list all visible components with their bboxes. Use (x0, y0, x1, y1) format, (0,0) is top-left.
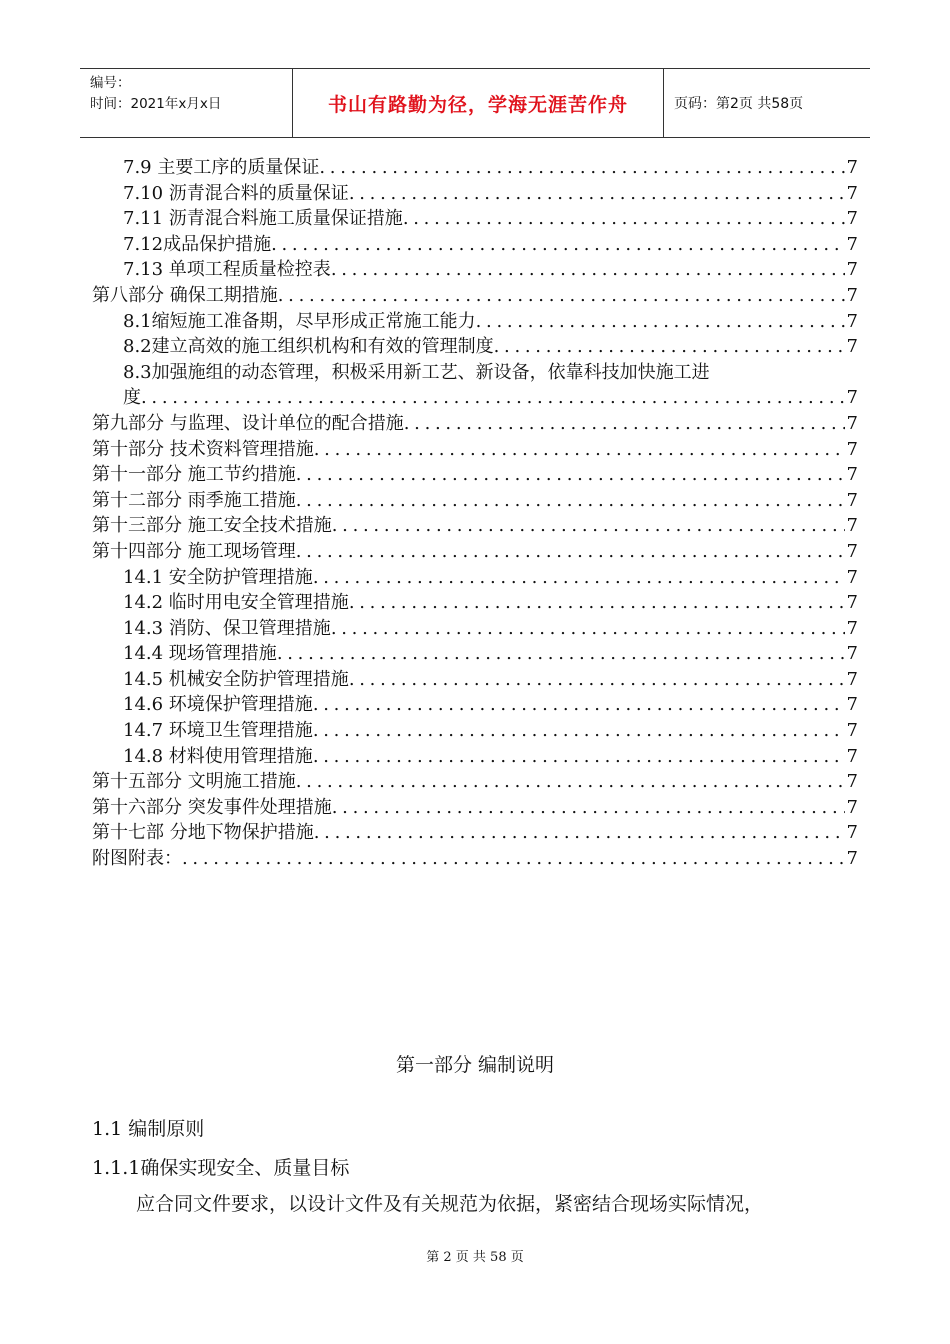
toc-entry[interactable] (92, 744, 858, 770)
toc-entry[interactable] (92, 257, 858, 283)
toc-page-number: 7 (846, 464, 858, 486)
toc-entry[interactable] (92, 181, 858, 207)
toc-entry-title: 第十四部分 施工现场管理 (92, 540, 296, 562)
heading-1-1-1: 1.1.1确保实现安全、质量目标 (92, 1157, 350, 1179)
toc-page-number: 7 (846, 182, 858, 204)
toc-page-number: 7 (846, 540, 858, 562)
toc-entry[interactable] (92, 539, 858, 565)
toc-entry-title: 附图附表： (92, 848, 182, 870)
toc-page-number: 7 (846, 259, 858, 281)
toc-entry[interactable] (92, 232, 858, 258)
toc-entry[interactable] (92, 718, 858, 744)
toc-page-number: 7 (846, 643, 858, 665)
toc-leader-dots (296, 462, 845, 488)
toc-entry[interactable] (92, 641, 858, 667)
page-header (80, 68, 870, 138)
toc-page-number: 7 (846, 796, 858, 818)
toc-entry-title: 第八部分 确保工期措施 (92, 284, 278, 306)
header-meta (80, 69, 292, 137)
toc-page-number: 7 (846, 822, 858, 844)
toc-page-number: 7 (846, 771, 858, 793)
toc-leader-dots (349, 667, 845, 693)
toc-leader-dots (313, 565, 845, 591)
toc-leader-dots (349, 181, 845, 207)
toc-entry[interactable] (92, 565, 858, 591)
toc-entry[interactable] (92, 411, 858, 437)
toc-entry-title: 14.2 临时用电安全管理措施 (123, 592, 349, 614)
document-number-label: 编号： (90, 75, 131, 91)
toc-leader-dots (313, 692, 845, 718)
toc-entry[interactable] (92, 206, 858, 232)
toc-entry-title: 第九部分 与监理、设计单位的配合措施 (92, 412, 404, 434)
toc-entry[interactable] (92, 488, 858, 514)
toc-entry-title: 7.10 沥青混合料的质量保证 (123, 182, 349, 204)
toc-leader-dots (277, 641, 845, 667)
table-of-contents (92, 155, 858, 872)
toc-entry[interactable] (92, 590, 858, 616)
toc-page-number: 7 (846, 157, 858, 178)
document-time-label: 时间：2021年x月x日 (90, 96, 222, 112)
toc-leader-dots (296, 539, 845, 565)
toc-entry-title: 14.4 现场管理措施 (123, 643, 277, 665)
toc-entry[interactable] (92, 437, 858, 463)
toc-entry-title: 14.6 环境保护管理措施 (123, 694, 313, 716)
toc-leader-dots (404, 411, 845, 437)
toc-leader-dots (403, 206, 845, 232)
toc-entry-title: 第十二部分 雨季施工措施 (92, 489, 296, 511)
toc-entry[interactable] (92, 334, 858, 360)
toc-entry[interactable] (92, 820, 858, 846)
toc-entry-title: 第十一部分 施工节约措施 (92, 464, 296, 486)
toc-leader-dots (314, 820, 845, 846)
toc-entry-title: 7.12成品保护措施 (123, 233, 272, 255)
toc-entry-title: 第十六部分 突发事件处理措施 (92, 796, 332, 818)
toc-page-number: 7 (846, 310, 858, 332)
toc-page-number: 7 (846, 848, 858, 870)
toc-entry[interactable] (92, 692, 858, 718)
toc-leader-dots (313, 744, 845, 770)
toc-leader-dots (332, 795, 845, 821)
toc-page-number: 7 (846, 387, 858, 409)
toc-entry-title: 7.9 主要工序的质量保证 (123, 157, 320, 178)
toc-entry[interactable] (92, 360, 858, 386)
toc-leader-dots (278, 283, 845, 309)
toc-leader-dots (313, 718, 845, 744)
toc-leader-dots (476, 309, 845, 335)
toc-page-number: 7 (846, 233, 858, 255)
toc-leader-dots (296, 769, 845, 795)
toc-entry-title: 14.5 机械安全防护管理措施 (123, 668, 349, 690)
toc-page-number: 7 (846, 745, 858, 767)
toc-page-number: 7 (846, 489, 858, 511)
toc-entry[interactable] (92, 846, 858, 872)
toc-leader-dots (349, 590, 845, 616)
toc-page-number: 7 (846, 284, 858, 306)
toc-entry-title: 度 (123, 387, 141, 409)
heading-1-1: 1.1 编制原则 (92, 1118, 205, 1140)
toc-entry-title: 14.1 安全防护管理措施 (123, 566, 313, 588)
toc-entry-title: 8.1缩短施工准备期，尽早形成正常施工能力 (123, 310, 476, 332)
header-page-info: 页码：第2页 共58页 (674, 96, 804, 112)
toc-entry-title: 7.13 单项工程质量检控表 (123, 259, 331, 281)
toc-page-number: 7 (846, 438, 858, 460)
toc-entry[interactable] (92, 385, 858, 411)
toc-entry-title: 第十部分 技术资料管理措施 (92, 438, 314, 460)
toc-page-number: 7 (846, 336, 858, 358)
toc-entry[interactable] (92, 309, 858, 335)
toc-leader-dots (296, 488, 845, 514)
toc-entry-title: 7.11 沥青混合料施工质量保证措施 (123, 208, 403, 230)
toc-entry-title: 14.7 环境卫生管理措施 (123, 720, 313, 742)
toc-page-number: 7 (846, 694, 858, 716)
toc-page-number: 7 (846, 592, 858, 614)
page-footer: 第 2 页 共 58 页 (426, 1250, 524, 1265)
toc-entry[interactable] (92, 667, 858, 693)
toc-entry[interactable] (92, 795, 858, 821)
toc-leader-dots (141, 385, 845, 411)
toc-page-number: 7 (846, 720, 858, 742)
header-motto: 书山有路勤为径，学海无涯苦作舟 (292, 69, 664, 137)
toc-page-number: 7 (846, 566, 858, 588)
toc-page-number: 7 (846, 617, 858, 639)
toc-entry[interactable] (92, 283, 858, 309)
toc-page-number: 7 (846, 208, 858, 230)
toc-entry-title: 8.3加强施组的动态管理，积极采用新工艺、新设备，依靠科技加快施工进 (123, 361, 710, 383)
toc-entry-title: 第十三部分 施工安全技术措施 (92, 515, 332, 537)
toc-entry[interactable] (92, 462, 858, 488)
toc-entry[interactable] (92, 513, 858, 539)
body-paragraph: 应合同文件要求，以设计文件及有关规范为依据，紧密结合现场实际情况， (136, 1193, 764, 1215)
toc-leader-dots (319, 155, 844, 181)
section-title: 第一部分 编制说明 (395, 1054, 555, 1076)
toc-page-number: 7 (846, 515, 858, 537)
toc-leader-dots (182, 846, 845, 872)
toc-entry-title: 8.2建立高效的施工组织机构和有效的管理制度 (123, 336, 494, 358)
toc-entry-title: 14.3 消防、保卫管理措施 (123, 617, 331, 639)
toc-leader-dots (494, 334, 845, 360)
toc-leader-dots (314, 437, 845, 463)
toc-leader-dots (271, 232, 844, 258)
toc-leader-dots (331, 616, 845, 642)
toc-entry-title: 第十七部 分地下物保护措施 (92, 822, 314, 844)
toc-page-number: 7 (846, 668, 858, 690)
toc-page-number: 7 (846, 412, 858, 434)
toc-entry[interactable] (92, 769, 858, 795)
toc-entry-title: 第十五部分 文明施工措施 (92, 771, 296, 793)
toc-entry[interactable] (92, 616, 858, 642)
toc-entry[interactable] (92, 155, 858, 181)
toc-leader-dots (332, 513, 845, 539)
toc-leader-dots (331, 257, 845, 283)
toc-entry-title: 14.8 材料使用管理措施 (123, 745, 313, 767)
